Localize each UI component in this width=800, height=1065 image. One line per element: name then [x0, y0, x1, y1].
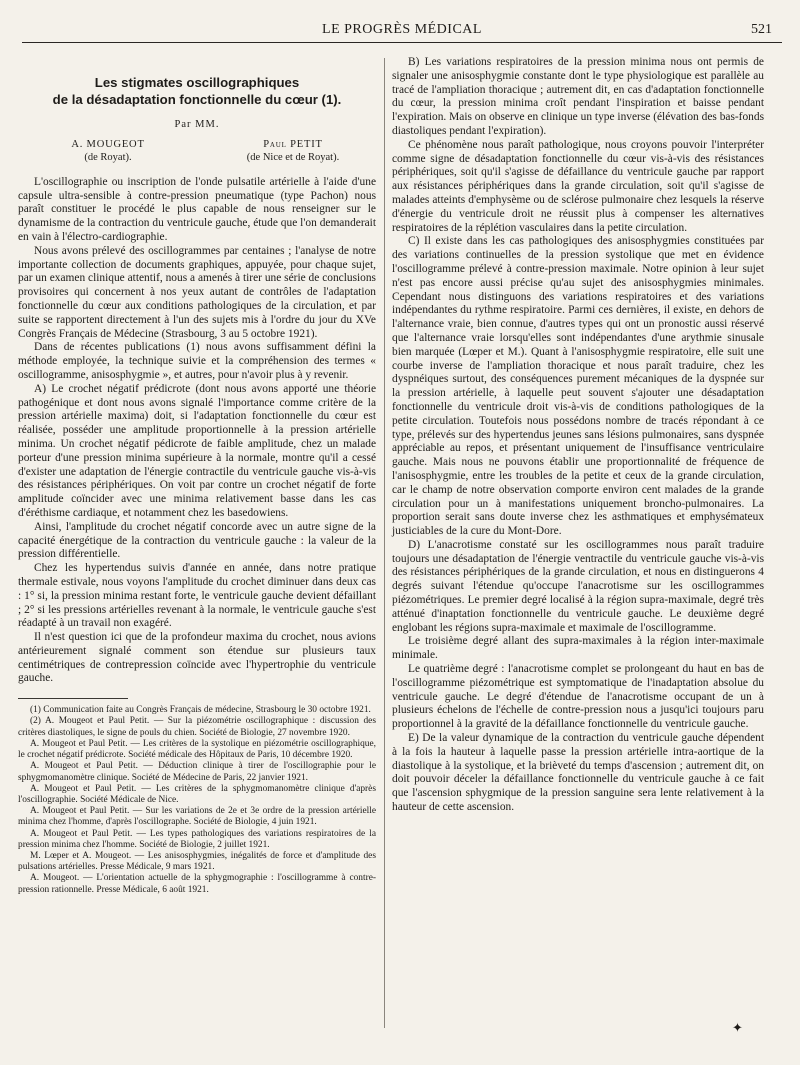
article-title-line1: Les stigmates oscillographiques: [94, 75, 300, 90]
author-2: [218, 138, 368, 164]
footnotes: [18, 705, 376, 895]
footnote-rule: [18, 698, 128, 699]
author-1-name: A. MOUGEOT: [71, 138, 145, 150]
paragraph-publications: Dans de récentes publications (1) nous avons suffisamment défini la méthode employée, la technique suivie et la compréhension des termes « oscillogramme, anisosphygmie », et autres, pour n'avoir plus à y revenir.: [18, 341, 376, 381]
author-1: [48, 138, 168, 164]
footnote-4: A. Mougeot et Paul Petit. — Déduction clinique à tirer de l'oscillographie pour le sphygmomanomètre clinique. Société de Médecine de Paris, 22 janvier 1921.: [18, 761, 376, 783]
paragraph-section-d: D) L'anacrotisme constaté sur les oscillogrammes nous paraît traduire toujours une désadaptation de l'énergie ventractile du ventricule gauche vis-à-vis des résistances périphériques de la grande circulation, et nous en distinguerons 4 degrés suivant l'étendue qu'occupe l'anacrotisme sur les oscillogrammes piézométriques. Le premier degré localisé à la région supra-maximale, degré très atténué d'inaptation fonctionnelle du ventricule gauche. Le deuxième degré englobant les régions supra-maximale et maximale de l'oscillogramme.: [392, 538, 764, 634]
footnote-7: A. Mougeot et Paul Petit. — Les types pathologiques des variations respiratoires de la pression minima chez l'homme. Société de Biologie, 2 juillet 1921.: [18, 828, 376, 850]
author-2-affiliation: (de Nice et de Royat).: [246, 151, 340, 163]
paragraph-section-c: C) Il existe dans les cas pathologiques des anisosphygmies constituées par des variations continuelles de la pression systolique que met en évidence l'oscillogramme prélevé à contre-pression maximale. Notre opinion à leur sujet n'est pas encore aussi précise qu'au sujet des anisosphygmies minimales. Cependant nous distinguons des variations respiratoires et des variations indépendantes du rythme respiratoire. Parmi ces dernières, il existe, en dehors de l'alternance vraie, bien connue, d'autres types qui ont un pronostic aussi réservé que l'alternance vraie lorsqu'elles sont indépendantes d'une arythmie sinusale bien marquée (Lœper et M.). Quant à l'anisosphygmie respiratoire, elle suit une courbe inverse de l'ampliation thoracique et nous paraît traduire, chez les dyspnéiques surtout, des conséquences purement mécaniques de la dyspnée sur la pression artérielle, à laquelle peut souvent s'ajouter une désadaptation fonctionnelle du ventricule droit vis-à-vis de conditions pathologiques de la petite circulation. Toutefois nous possédons nombre de tracés répondant à ce type, prélevés sur des hypertendus jeunes sans lésions pulmonaires, sans dyspnée appréciable au repos, et présentant uniquement de l'insuffisance ventriculaire gauche. Mais nous ne pouvons établir une proportionnalité de fréquence de l'anisosphygmie, entre les troubles de la petite et ceux de la grande circulation, car le champ de notre observation comporte environ cent malades de la grande circulation pour un à manifestations uniquement broncho-pulmonaires. La proportion serait sans doute inverse chez les asthmatiques et emphysémateux justiciables de la cure du Mont-Dore.: [392, 235, 764, 538]
paragraph-collection: Nous avons prélevé des oscillogrammes par centaines ; l'analyse de notre importante collection de documents graphiques, appuyée, pour chaque sujet, par un examen clinique attentif, nous a amenés à tirer une série de conclusions provisoires qui concernent à nos yeux autant de contrôles de l'adaptation fonctionnelle du cœur aux conditions pathologiques de la circulation, et par suite se rapportent directement à l'un des sujets mis à l'ordre du jour du XVe Congrès Français de Médecine (Strasbourg, 3 au 5 octobre 1921).: [18, 244, 376, 340]
paragraph-intro: L'oscillographie ou inscription de l'onde pulsatile artérielle à l'aide d'une capsule ultra-sensible à contre-pression pneumatique (type Pachon) nous paraît constituer le procédé le plus capable de nous renseigner sur le dynamisme de la contraction du ventricule gauche, étude que l'on demanderait en vain à l'électro-cardiographie.: [18, 175, 376, 243]
article-title-line2: de la désadaptation fonctionnelle du cœur (1).: [52, 92, 342, 107]
column-divider: [384, 58, 385, 1028]
journal-title: LE PROGRÈS MÉDICAL: [322, 22, 482, 37]
paragraph-troisieme-degre: Le troisième degré allant des supra-maximales à la région inter-maximale minimale.: [392, 635, 764, 662]
author-1-affiliation: (de Royat).: [84, 151, 132, 163]
paragraph-quatrieme-degre: Le quatrième degré : l'anacrotisme complet se prolongeant du haut en bas de l'oscillogramme piézométrique est symptomatique de l'inadaptation absolue du ventricule gauche. Le degré d'étendue de l'anacrotisme occupant de un à plusieurs échelons de l'échelle de contre-pression nous a jusqu'ici toujours paru proportionnel à la gravité de la défaillance fonctionnelle du ventricule gauche.: [392, 663, 764, 731]
article-title: [18, 74, 376, 108]
footnote-2: (2) A. Mougeot et Paul Petit. — Sur la piézométrie oscillographique : discussion des critères diastoliques, le signe de pouls du chien. Société de Biologie, 27 novembre 1920.: [18, 716, 376, 738]
paragraph-section-b: B) Les variations respiratoires de la pression minima nous ont permis de signaler une anisosphygmie constante dont le type physiologique est parallèle au tracé de l'ampliation thoracique ; autrement dit, en cas d'adaptation fonctionnelle du cœur, la pression minima croît pendant l'inspiration et baisse pendant l'expiration. Mais on observe en clinique un type inverse (élévation des bas-fonds diastoliques pendant l'expiration).: [392, 56, 764, 137]
left-column: [18, 56, 376, 896]
paragraph-profondeur: Il n'est question ici que de la profondeur maxima du crochet, nous avions antérieurement signalé comment son étendue sur plusieurs taux centimétriques de contrepression coïncide avec l'hypertrophie du ventricule gauche.: [18, 631, 376, 685]
footnote-5: A. Mougeot et Paul Petit. — Les critères de la sphygmomanomètre clinique d'après l'oscillographie. Société Médicale de Nice.: [18, 783, 376, 805]
footnote-1: (1) Communication faite au Congrès Français de médecine, Strasbourg le 30 octobre 1921.: [30, 705, 371, 716]
page-header: [22, 18, 782, 43]
footnote-6: A. Mougeot et Paul Petit. — Sur les variations de 2e et 3e ordre de la pression artérielle minima chez l'homme, d'après l'oscillographe. Société de Biologie, 4 juin 1921.: [18, 806, 376, 828]
end-ornament: ✦: [732, 1020, 743, 1035]
paragraph-section-a: A) Le crochet négatif prédicrote (dont nous avons apporté une théorie pathogénique et dont nous avons signalé l'importance comme critère de la pression artérielle maxima) doit, si l'adaptation fonctionnelle du cœur est réalisée, posséder une amplitude proportionnelle à la pression artérielle minima. Un crochet négatif pédicrote de faible amplitude, chez un malade porteur d'une pression minima supérieure à la normale, montre qu'il a cessé d'exister une adaptation de l'énergie contractile du ventricule gauche vis-à-vis des résistances périphériques. On voit par contre un crochet négatif de forte amplitude coïncider avec une minima relativement basse dans les cas d'éréthisme cardiaque, et notamment chez les basedowiens.: [18, 382, 376, 519]
paragraph-hypertendus: Chez les hypertendus suivis d'année en année, dans notre pratique thermale estivale, nous voyons l'amplitude du crochet diminuer dans deux cas : 1° si, la pression minima restant forte, le ventricule gauche devient défaillant ; 2° si les pressions artérielles revenant à la normale, le ventricule gauche s'est réadapté à un travail non exagéré.: [18, 562, 376, 630]
byline: Par MM.: [174, 119, 220, 130]
paragraph-amplitude: Ainsi, l'amplitude du crochet négatif concorde avec un autre signe de la capacité énergétique de la contraction du ventricule gauche : la valeur de la pression différentielle.: [18, 520, 376, 561]
footnote-8: M. Lœper et A. Mougeot. — Les anisosphygmies, inégalités de force et d'amplitude des pulsations artérielles. Presse Médicale, 9 mars 1921.: [18, 850, 376, 873]
footnote-9: A. Mougeot. — L'orientation actuelle de la sphygmographie : l'oscillogramme à contre-pression rationnelle. Presse Médicale, 6 août 1921.: [18, 873, 376, 895]
page-number: 521: [751, 22, 772, 37]
paragraph-phenomene: Ce phénomène nous paraît pathologique, nous croyons pouvoir l'interpréter comme signe de désadaptation fonctionnelle du cœur vis-à-vis des résistances périphériques, soit qu'il s'agisse de défaillance du ventricule gauche par rapport aux résistances périphériques dans la grande circulation, soit qu'il s'agisse de malades atteints d'emphysème ou de sclérose pulmonaire chez lesquels la réserve d'énergie du ventricule droit ne réussit plus à compenser les alternatives respiratoires de la réplétion vasculaires dans la petite circulation.: [392, 138, 764, 234]
authors: [18, 138, 376, 168]
author-2-name: Paul PETIT: [263, 138, 323, 150]
paragraph-section-e: E) De la valeur dynamique de la contraction du ventricule gauche dépendent à la fois la hauteur à laquelle passe la pression artérielle intra-aortique de la diastolique à la systolique, et la brièveté du temps d'ascension ; autrement dit, on doit pouvoir déceler la défaillance fonctionnelle du ventricule gauche à ce fait que l'ascension sphygmique de la pression sanguine sera lente relativement à la hauteur de cette ascension.: [392, 732, 764, 814]
right-column: [392, 56, 764, 815]
footnote-3: A. Mougeot et Paul Petit. — Les critères de la systolique en piézométrie oscillographique, le crochet négatif prédicrote. Société médicale des Hôpitaux de Paris, 10 décembre 1920.: [18, 738, 376, 761]
